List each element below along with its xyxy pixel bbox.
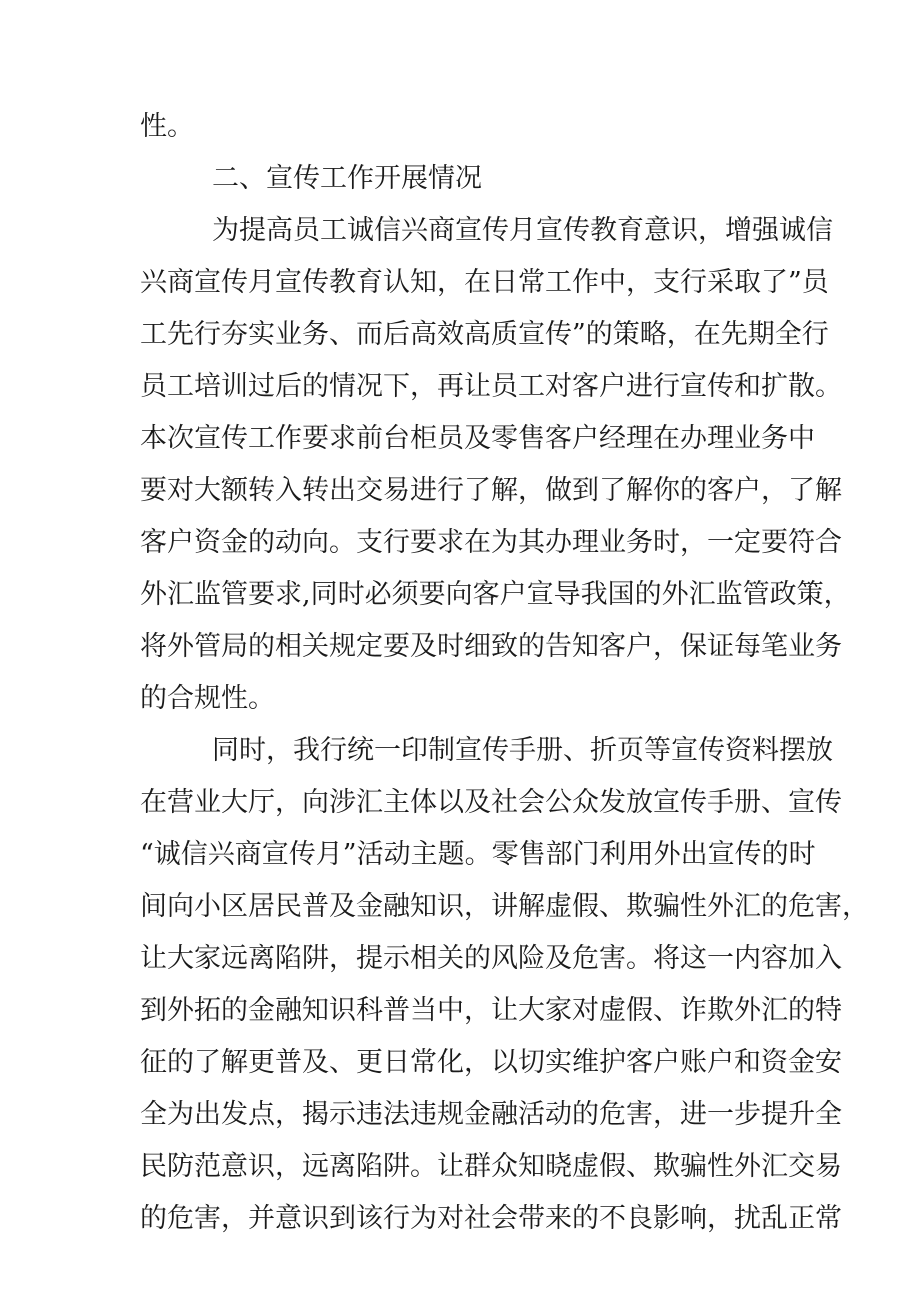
text-line-3: 为提高员工诚信兴商宣传月宣传教育意识，增强诚信: [212, 215, 833, 246]
text-line-18: 到外拓的金融知识科普当中，让大家对虚假、诈欺外汇的特: [140, 995, 842, 1026]
text-line-17: 让大家远离陷阱，提示相关的风险及危害。将这一内容加入: [140, 943, 842, 974]
text-line-21: 民防范意识，远离陷阱。让群众知晓虚假、欺骗性外汇交易: [140, 1151, 842, 1182]
text-line-20: 全为出发点，揭示违法违规金融活动的危害，进一步提升全: [140, 1099, 842, 1130]
text-line-19: 征的了解更普及、更日常化，以切实维护客户账户和资金安: [140, 1047, 842, 1078]
text-line-8: 要对大额转入转出交易进行了解，做到了解你的客户，了解: [140, 475, 842, 506]
section-heading: 二、宣传工作开展情况: [212, 163, 482, 194]
text-line-12: 的合规性。: [140, 683, 275, 714]
text-line-16: 间向小区居民普及金融知识，讲解虚假、欺骗性外汇的危害，: [140, 891, 869, 922]
text-line-22: 的危害，并意识到该行为对社会带来的不良影响，扰乱正常: [140, 1203, 842, 1234]
text-line-11: 将外管局的相关规定要及时细致的告知客户，保证每笔业务: [140, 631, 842, 662]
text-line-1: 性。: [140, 111, 194, 142]
text-line-14: 在营业大厅，向涉汇主体以及社会公众发放宣传手册、宣传: [140, 787, 842, 818]
text-line-4: 兴商宣传月宣传教育认知，在日常工作中，支行采取了”员: [140, 267, 829, 298]
text-line-5: 工先行夯实业务、而后高效高质宣传”的策略，在先期全行: [140, 319, 829, 350]
text-line-13: 同时，我行统一印制宣传手册、折页等宣传资料摆放: [212, 735, 833, 766]
text-line-15: “诚信兴商宣传月”活动主题。零售部门利用外出宣传的时: [140, 839, 816, 870]
text-line-9: 客户资金的动向。支行要求在为其办理业务时，一定要符合: [140, 527, 842, 558]
text-line-7: 本次宣传工作要求前台柜员及零售客户经理在办理业务中: [140, 423, 815, 454]
text-line-6: 员工培训过后的情况下，再让员工对客户进行宣传和扩散。: [140, 371, 842, 402]
text-line-10: 外汇监管要求,同时必须要向客户宣导我国的外汇监管政策，: [140, 579, 851, 610]
